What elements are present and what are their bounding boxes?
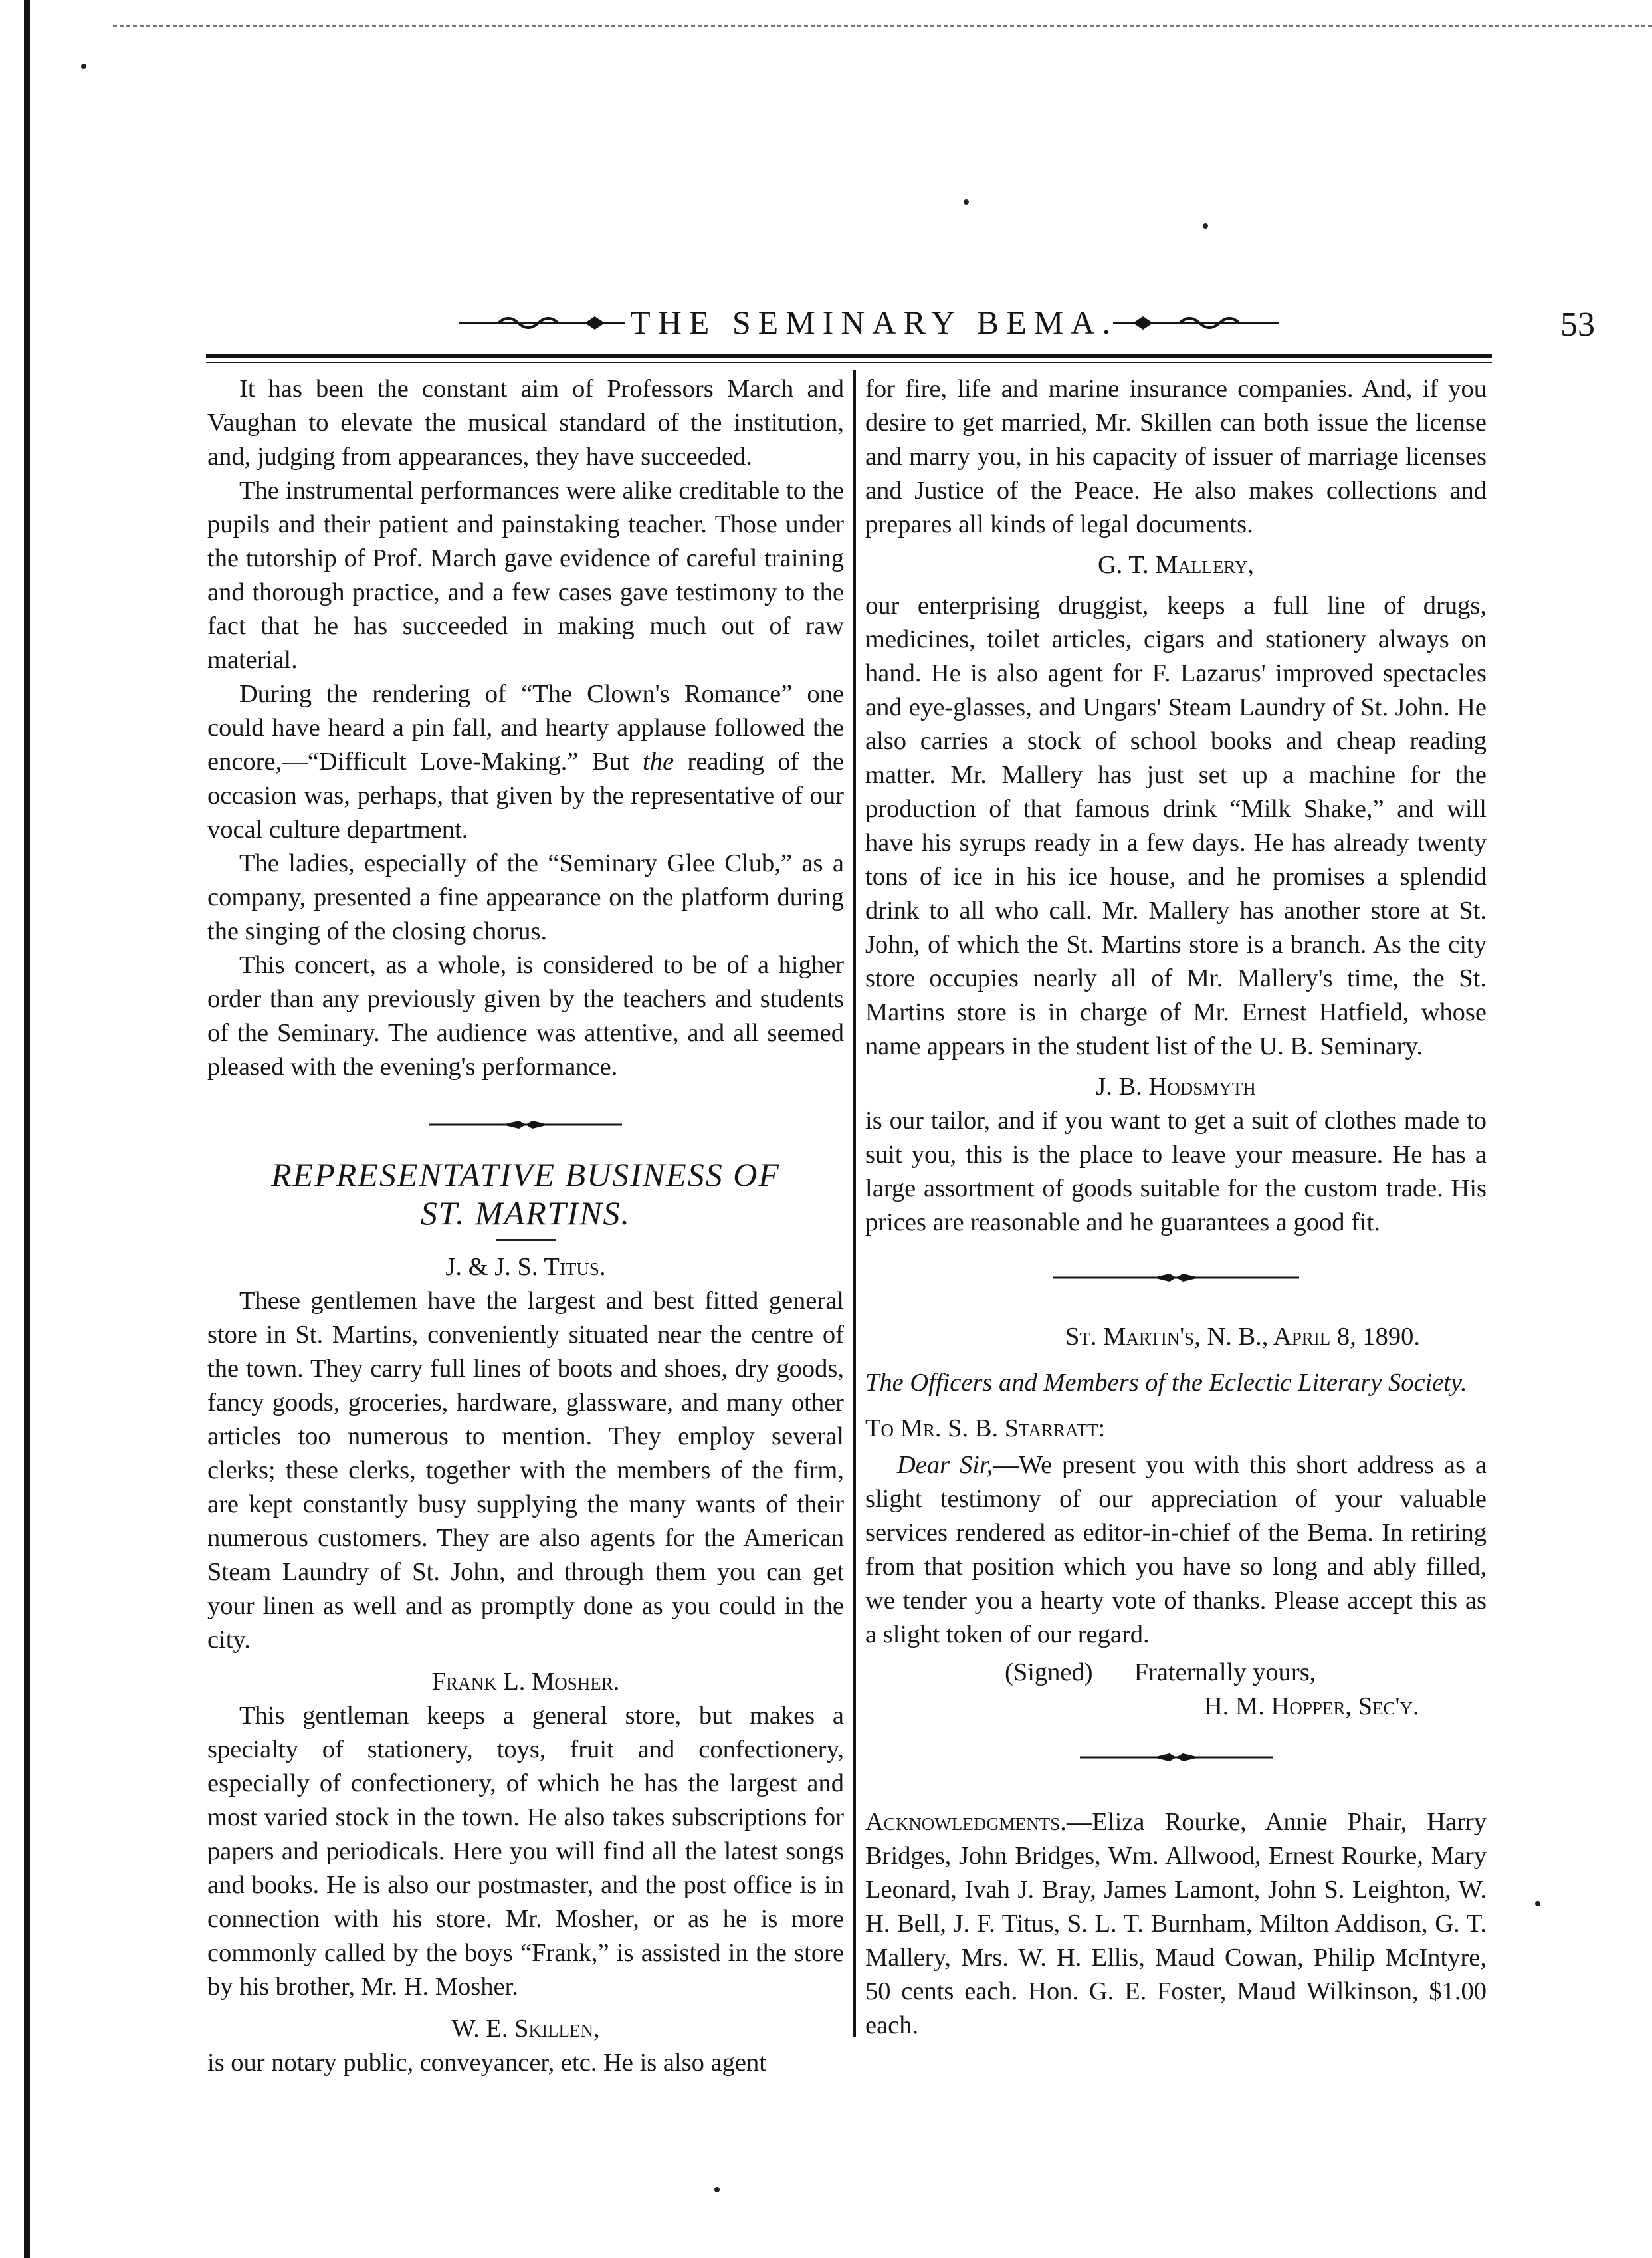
business-name: W. E. Skillen, bbox=[451, 2015, 600, 2043]
section-divider-ornament-icon bbox=[1080, 1751, 1273, 1764]
business-name: G. T. Mallery, bbox=[1097, 551, 1255, 579]
section-divider bbox=[865, 1260, 1487, 1294]
right-column bbox=[865, 372, 1487, 2043]
left-column bbox=[207, 372, 844, 2080]
acknowledgments-label: Acknowledgments. bbox=[865, 1808, 1067, 1836]
ink-speck bbox=[714, 2187, 720, 2192]
letter-signature: H. M. Hopper, Sec'y. bbox=[1204, 1692, 1419, 1720]
emphasis-text: the bbox=[643, 748, 674, 776]
business-name: J. & J. S. Titus. bbox=[445, 1253, 606, 1281]
paragraph bbox=[207, 677, 844, 847]
ink-speck bbox=[964, 199, 969, 205]
journal-title: THE SEMINARY BEMA. bbox=[630, 304, 1118, 341]
paragraph-text: During the rendering of “The Clown's Romance” one could have heard a pin fall, and hearty applause followed the encore,—“Difficult Love-Making.” But bbox=[207, 680, 844, 776]
paragraph: The ladies, especially of the “Seminary Glee Club,” as a company, presented a fine appearance on the platform during the singing of the closing chorus. bbox=[207, 849, 844, 945]
paragraph: is our tailor, and if you want to get a suit of clothes made to suit you, this is the place to leave your measure. He has a large assortment of goods suitable for the custom trade. His prices are reasonable and he guarantees a good fit. bbox=[865, 1107, 1487, 1236]
signed-note: (Signed) bbox=[1005, 1658, 1093, 1686]
letter-body bbox=[865, 1448, 1487, 1652]
business-name: J. B. Hodsmyth bbox=[1096, 1073, 1256, 1101]
paragraph: These gentlemen have the largest and best fitted general store in St. Martins, conveniently situated near the centre of the town. They carry full lines of boots and shoes, dry goods, fancy goods, groceries, hardware, glassware, and many other articles too numerous to mention. They employ several clerks; these clerks, together with the members of the firm, are kept constantly busy supplying the many wants of their numerous customers. They are also agents for the American Steam Laundry of St. John, and through them you can get your linen as well and as promptly done as you could in the city. bbox=[207, 1287, 844, 1654]
section-divider-ornament-icon bbox=[429, 1118, 622, 1131]
section-divider bbox=[207, 1107, 844, 1141]
paragraph: This gentleman keeps a general store, but makes a specialty of stationery, toys, fruit and confectionery, especially of confectionery, of which he has the largest and most varied stock in the town. He also takes subscriptions for papers and periodicals. Here you will find all the latest songs and books. He is also our postmaster, and the post office is in connection with his store. Mr. Mosher, or as he is more commonly called by the boys “Frank,” is assisted in the store by his brother, Mr. H. Mosher. bbox=[207, 1702, 844, 2001]
section-heading: ST. MARTINS. bbox=[420, 1194, 631, 1232]
header-right-ornament-icon bbox=[1113, 310, 1279, 336]
heading-underline bbox=[496, 1239, 556, 1241]
section-divider-ornament-icon bbox=[1053, 1271, 1299, 1284]
ink-speck bbox=[1203, 223, 1208, 229]
business-name: Frank L. Mosher. bbox=[431, 1668, 620, 1696]
column-divider bbox=[853, 370, 856, 2037]
letter-closing bbox=[865, 1656, 1487, 1690]
letter-body-text: —We present you with this short address as a slight testimony of our appreciation of your valuable services rendered as editor-in-chief of the Bema. In retiring from that position which you have so long and ably filled, we tender you a hearty vote of thanks. Please accept this as a slight token of our regard. bbox=[865, 1451, 1487, 1648]
page-spine-edge bbox=[24, 0, 30, 2258]
closing-text: Fraternally yours, bbox=[1134, 1658, 1316, 1686]
ink-speck bbox=[1535, 1901, 1540, 1906]
paragraph: This concert, as a whole, is considered to be of a higher order than any previously given by the teachers and students of the Seminary. The audience was attentive, and all seemed pleased with the evening's performance. bbox=[207, 951, 844, 1081]
ink-speck bbox=[81, 64, 86, 69]
page-number: 53 bbox=[1560, 306, 1595, 344]
acknowledgments-text: —Eliza Rourke, Annie Phair, Harry Bridges, John Bridges, Wm. Allwood, Ernest Rourke, Mary Leonard, Ivah J. Bray, James Lamont, John S. Leighton, W. H. Bell, J. F. Titus, S. L. T. Burnham, Milton Addison, G. T. Mallery, Mrs. W. H. Ellis, Maud Cowan, Philip McIntyre, 50 cents each. Hon. G. E. Foster, Maud Wilkinson, $1.00 each. bbox=[865, 1808, 1487, 2039]
section-heading: REPRESENTATIVE BUSINESS OF bbox=[271, 1156, 780, 1193]
paragraph-text: reading of the occasion was, perhaps, that given by the representative of our vocal culture department. bbox=[207, 748, 844, 844]
paragraph: our enterprising druggist, keeps a full line of drugs, medicines, toilet articles, cigars and stationery always on hand. He is also agent for F. Lazarus' improved spectacles and eye-glasses, and Ungars' Steam Laundry of St. John. He also carries a stock of school books and cheap reading matter. Mr. Mallery has just set up a machine for the production of that famous drink “Milk Shake,” and will have his syrups ready in a few days. He has already twenty tons of ice in his ice house, and he promises a splendid drink to all who call. Mr. Mallery has another store at St. John, of which the St. Martins store is a branch. As the city store occupies nearly all of Mr. Mallery's time, the St. Martins store is in charge of Mr. Ernest Hatfield, whose name appears in the student list of the U. B. Seminary. bbox=[865, 592, 1487, 1060]
letter-recipient: To Mr. S. B. Starratt: bbox=[865, 1414, 1106, 1442]
running-header bbox=[206, 292, 1595, 352]
paragraph: is our notary public, conveyancer, etc. He is also agent bbox=[207, 2049, 766, 2077]
top-edge-mark bbox=[113, 25, 1652, 29]
acknowledgments bbox=[865, 1805, 1487, 2043]
paragraph: for fire, life and marine insurance companies. And, if you desire to get married, Mr. Skillen can both issue the license and marry you, in his capacity of issuer of marriage licenses and Justice of the Peace. He also makes collections and prepares all kinds of legal documents. bbox=[865, 375, 1487, 538]
paragraph: The instrumental performances were alike creditable to the pupils and their patient and painstaking teacher. Those under the tutorship of Prof. March gave evidence of careful training and thorough practice, and a few cases gave testimony to the fact that he has succeeded in making much out of raw material. bbox=[207, 477, 844, 674]
letter-salutation: Dear Sir, bbox=[897, 1451, 993, 1479]
header-rule-thin bbox=[206, 362, 1492, 363]
letter-dateline: St. Martin's, N. B., April 8, 1890. bbox=[1065, 1323, 1420, 1351]
letter-from: The Officers and Members of the Eclectic Literary Society. bbox=[865, 1369, 1467, 1397]
paragraph: It has been the constant aim of Professors March and Vaughan to elevate the musical standard of the institution, and, judging from appearances, they have succeeded. bbox=[207, 375, 844, 471]
section-divider bbox=[865, 1740, 1487, 1773]
header-rule-thick bbox=[206, 354, 1492, 358]
